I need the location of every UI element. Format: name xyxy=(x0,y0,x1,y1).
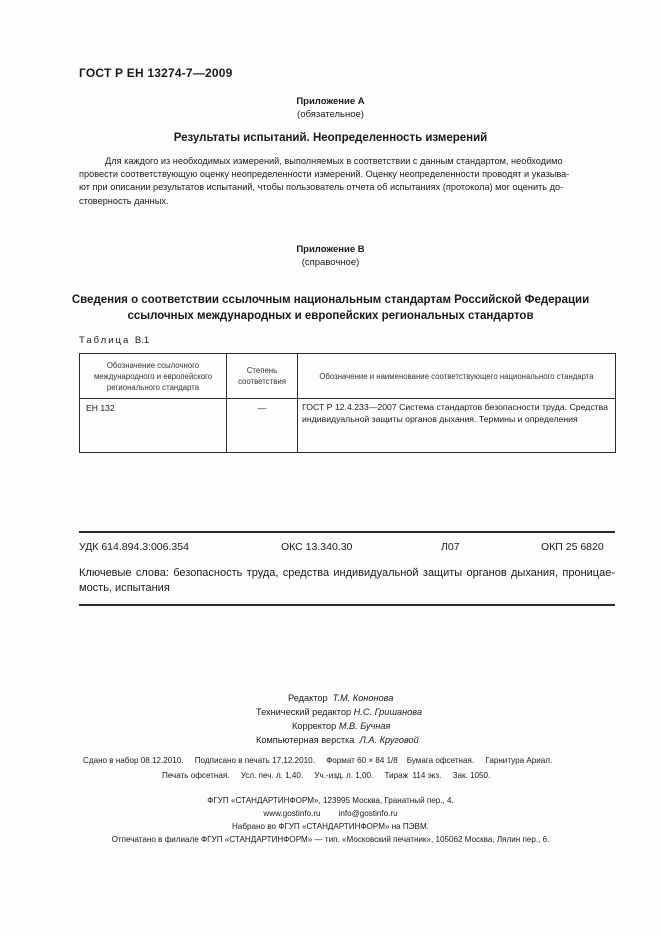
footer-typeset: Набрано во ФГУП «СТАНДАРТИНФОРМ» на ПЭВМ. xyxy=(232,822,429,831)
credit-role: Компьютерная верстка xyxy=(256,735,355,745)
appendix-a-paragraph xyxy=(79,155,615,208)
credit-corrector xyxy=(292,719,390,733)
class-code: Л07 xyxy=(441,541,460,553)
table-label-word: Таблица xyxy=(79,335,131,346)
appendix-a-heading: Результаты испытаний. Неопределенность измерений xyxy=(173,132,488,144)
credit-layout xyxy=(256,733,419,747)
footer-site[interactable]: www.gostinfo.ru xyxy=(263,809,321,818)
top-rule xyxy=(79,531,615,533)
appendix-b-status: (справочное) xyxy=(301,257,360,268)
okp-code: ОКП 25 6820 xyxy=(541,541,604,553)
credit-editor xyxy=(288,691,393,705)
paragraph-line: стоверность данных. xyxy=(79,195,169,206)
credit-name: Л.А. Круговой xyxy=(359,735,419,745)
table-cell-standard: ЕН 132 xyxy=(80,399,227,453)
table-cell-national-standard: ГОСТ Р 12.4.233—2007 Система стандартов безопасности труда. Средства индивидуальной защиты органов дыхания. Термины и определения xyxy=(298,399,616,453)
credit-name: Н.С. Гришанова xyxy=(353,707,422,717)
document-id: ГОСТ Р ЕН 13274-7—2009 xyxy=(79,66,233,80)
keywords-line: мость, испытания xyxy=(79,581,170,594)
table-label xyxy=(79,335,149,346)
paragraph-line: провести соответствующую оценку неопределенности измерений. Оценку неопределенности проводят и указыва- xyxy=(79,169,570,180)
appendix-a-title: Приложение А xyxy=(296,96,365,107)
keywords xyxy=(79,566,615,595)
format-fraction: 1/8 xyxy=(386,756,398,765)
table-header-cell: Обозначение ссылочного международного и европейского регионального стандарта xyxy=(80,354,227,399)
appendix-a-status: (обязательное) xyxy=(297,109,364,120)
appendix-b-heading-line1: Сведения о соответствии ссылочным национальным стандартам Российской Федерации xyxy=(71,294,590,306)
footer-printed: Отпечатано в филиале ФГУП «СТАНДАРТИНФОРМ» — тип. «Московский печатник», 105062 Москва, Лялин пер., 6. xyxy=(111,835,550,844)
oks-code: ОКС 13.340.30 xyxy=(281,541,353,553)
appendix-b-title: Приложение В xyxy=(296,244,365,255)
credit-role: Технический редактор xyxy=(256,707,352,717)
keywords-line: Ключевые слова: безопасность труда, средства индивидуальной защиты органов дыхания, проницае- xyxy=(79,567,615,579)
credit-role: Редактор xyxy=(288,693,328,703)
paragraph-line: ют при описании результатов испытаний, чтобы пользователь отчета об испытаниях (протокола) мог оценить до- xyxy=(79,182,564,193)
publishing-line1 xyxy=(83,756,552,765)
table-row xyxy=(80,399,616,453)
correspondence-table xyxy=(79,353,616,453)
footer-contacts xyxy=(0,807,661,821)
table-number: В.1 xyxy=(134,335,150,346)
credit-tech-editor xyxy=(256,705,422,719)
udk-code: УДК 614.894.3:006.354 xyxy=(79,541,189,553)
credit-name: Т.М. Кононова xyxy=(332,693,394,703)
appendix-b-heading-line2: ссылочных международных и европейских региональных стандартов xyxy=(127,310,534,322)
publishing-paper: Бумага офсетная. Гарнитура Ариал. xyxy=(406,756,553,765)
footer-address: ФГУП «СТАНДАРТИНФОРМ», 123995 Москва, Гранатный пер., 4. xyxy=(207,796,454,805)
table-cell-degree: — xyxy=(227,399,298,453)
publishing-line2: Печать офсетная. Усл. печ. л. 1,40. Уч.-изд. л. 1,00. Тираж 114 экз. Зак. 1050. xyxy=(162,771,491,780)
credit-role: Корректор xyxy=(292,721,337,731)
table-header-cell: Обозначение и наименование соответствующего национального стандарта xyxy=(298,354,616,399)
publishing-dates: Сдано в набор 08.12.2010. Подписано в печать 17.12.2010. Формат 60 × 84 xyxy=(83,756,385,765)
bottom-rule xyxy=(79,604,615,606)
paragraph-line: Для каждого из необходимых измерений, выполняемых в соответствии с данным стандартом, необходимо xyxy=(105,156,563,166)
credit-name: М.В. Бучная xyxy=(338,721,391,731)
footer-email[interactable]: info@gostinfo.ru xyxy=(338,809,398,818)
table-header-cell: Степень соответствия xyxy=(227,354,298,399)
table-header-row xyxy=(80,354,616,399)
